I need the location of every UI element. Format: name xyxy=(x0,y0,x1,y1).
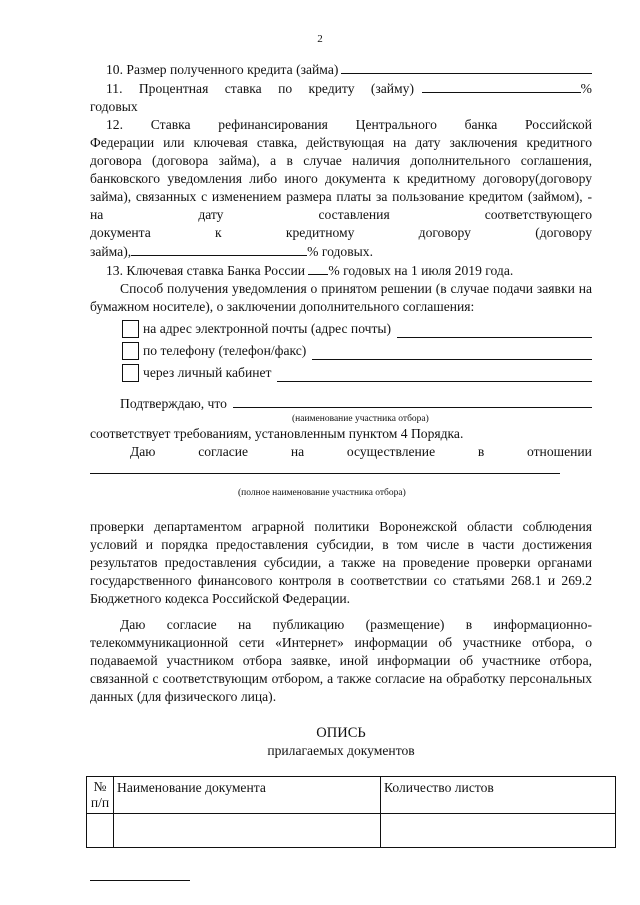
consent-1-body: проверки департаментом аграрной политики Воронежской области соблюдения условий и порядка предоставления субсидии, в том числе в части достижения результатов предоставления субсидии, а также на проведение проверки органами государственного финансового контроля в соответствии со статьями 268.1 и 269.2 Бюджетного кодекса Российской Федерации. xyxy=(90,519,592,606)
col-sheets-header: Количество листов xyxy=(381,777,616,814)
option-email-label: на адрес электронной почты (адрес почты) xyxy=(143,321,392,336)
percent-sign: % xyxy=(580,81,592,96)
inventory-table xyxy=(86,776,616,848)
item-10-label: 10. Размер полученного кредита (займа) xyxy=(106,62,339,77)
confirm-tail: соответствует требованиям, установленным пунктом 4 Порядка. xyxy=(90,426,464,441)
cabinet-field[interactable] xyxy=(277,368,592,382)
item-11-words: 11. Процентная ставка по кредиту (займу) xyxy=(106,81,414,96)
item-11 xyxy=(90,79,592,98)
phone-field[interactable] xyxy=(312,346,592,360)
option-phone-label: по телефону (телефон/факс) xyxy=(143,343,307,358)
col-number-header: № п/п xyxy=(87,777,114,814)
consent-1-line: Даю согласие на осуществление в отношении xyxy=(130,444,592,459)
item-12-spread-line: документа к кредитному договору (договору xyxy=(90,225,592,240)
confirm-label: Подтверждаю, что xyxy=(120,396,227,411)
item-12-line-1: 12. Ставка рефинансирования Центрального банка Российской xyxy=(106,117,592,132)
cabinet-checkbox[interactable] xyxy=(122,364,139,382)
notification-intro: Способ получения уведомления о принятом решении (в случае подачи заявки на бумажном носителе), о заключении дополнительного соглашения: xyxy=(90,281,592,314)
option-email[interactable] xyxy=(122,320,592,338)
key-rate-field[interactable] xyxy=(308,261,328,275)
page-number: 2 xyxy=(317,33,323,45)
item-12-end: займа), % годовых. xyxy=(90,244,373,259)
refinancing-rate-field[interactable] xyxy=(131,242,307,256)
inventory-subtitle: прилагаемых документов xyxy=(267,743,415,758)
consent-2: Даю согласие на публикацию (размещение) в информационно-телекоммуникационной сети «Интернет» информации об участнике отбора, о подаваемой участником отбора заявке, иной информации об участнике отбора, связанной с соответствующим отбором, а также согласие на обработку персональных данных (для физического лица). xyxy=(90,617,592,704)
option-cabinet-label: через личный кабинет xyxy=(143,365,272,380)
option-phone[interactable] xyxy=(122,342,592,360)
table-row xyxy=(87,814,616,848)
consent-1-caption: (полное наименование участника отбора) xyxy=(238,488,406,498)
confirm-line xyxy=(90,394,592,413)
col-name-header: Наименование документа xyxy=(114,777,381,814)
credit-amount-field[interactable] xyxy=(341,60,592,74)
item-10 xyxy=(90,60,592,79)
table-cell-number[interactable] xyxy=(87,814,114,848)
table-cell-name[interactable] xyxy=(114,814,381,848)
option-cabinet[interactable] xyxy=(122,364,592,382)
item-12-body: Федерации или ключевая ставка, действующая на дату заключения кредитного договора (договора займа), а в случае наличия дополнительного соглашения, банковского уведомления либо иного документа к кредитному договору(договору займа), связанных с изменением размера платы за пользование кредитом (займом), - на дату составления соответствующего xyxy=(90,135,592,222)
item-11-tail: годовых xyxy=(90,99,138,114)
table-header-row xyxy=(87,777,616,814)
table-cell-sheets[interactable] xyxy=(381,814,616,848)
inventory-title: ОПИСЬ xyxy=(316,725,366,741)
phone-checkbox[interactable] xyxy=(122,342,139,360)
email-address-field[interactable] xyxy=(397,324,592,338)
interest-rate-field[interactable] xyxy=(422,79,581,93)
document-body xyxy=(90,60,592,848)
item-13: 13. Ключевая ставка Банка России % годовых на 1 июля 2019 года. xyxy=(106,263,514,278)
confirm-caption: (наименование участника отбора) xyxy=(292,414,429,424)
participant-name-field[interactable] xyxy=(233,394,592,408)
email-checkbox[interactable] xyxy=(122,320,139,338)
full-name-field[interactable] xyxy=(90,461,560,474)
footnote-separator xyxy=(90,880,190,881)
